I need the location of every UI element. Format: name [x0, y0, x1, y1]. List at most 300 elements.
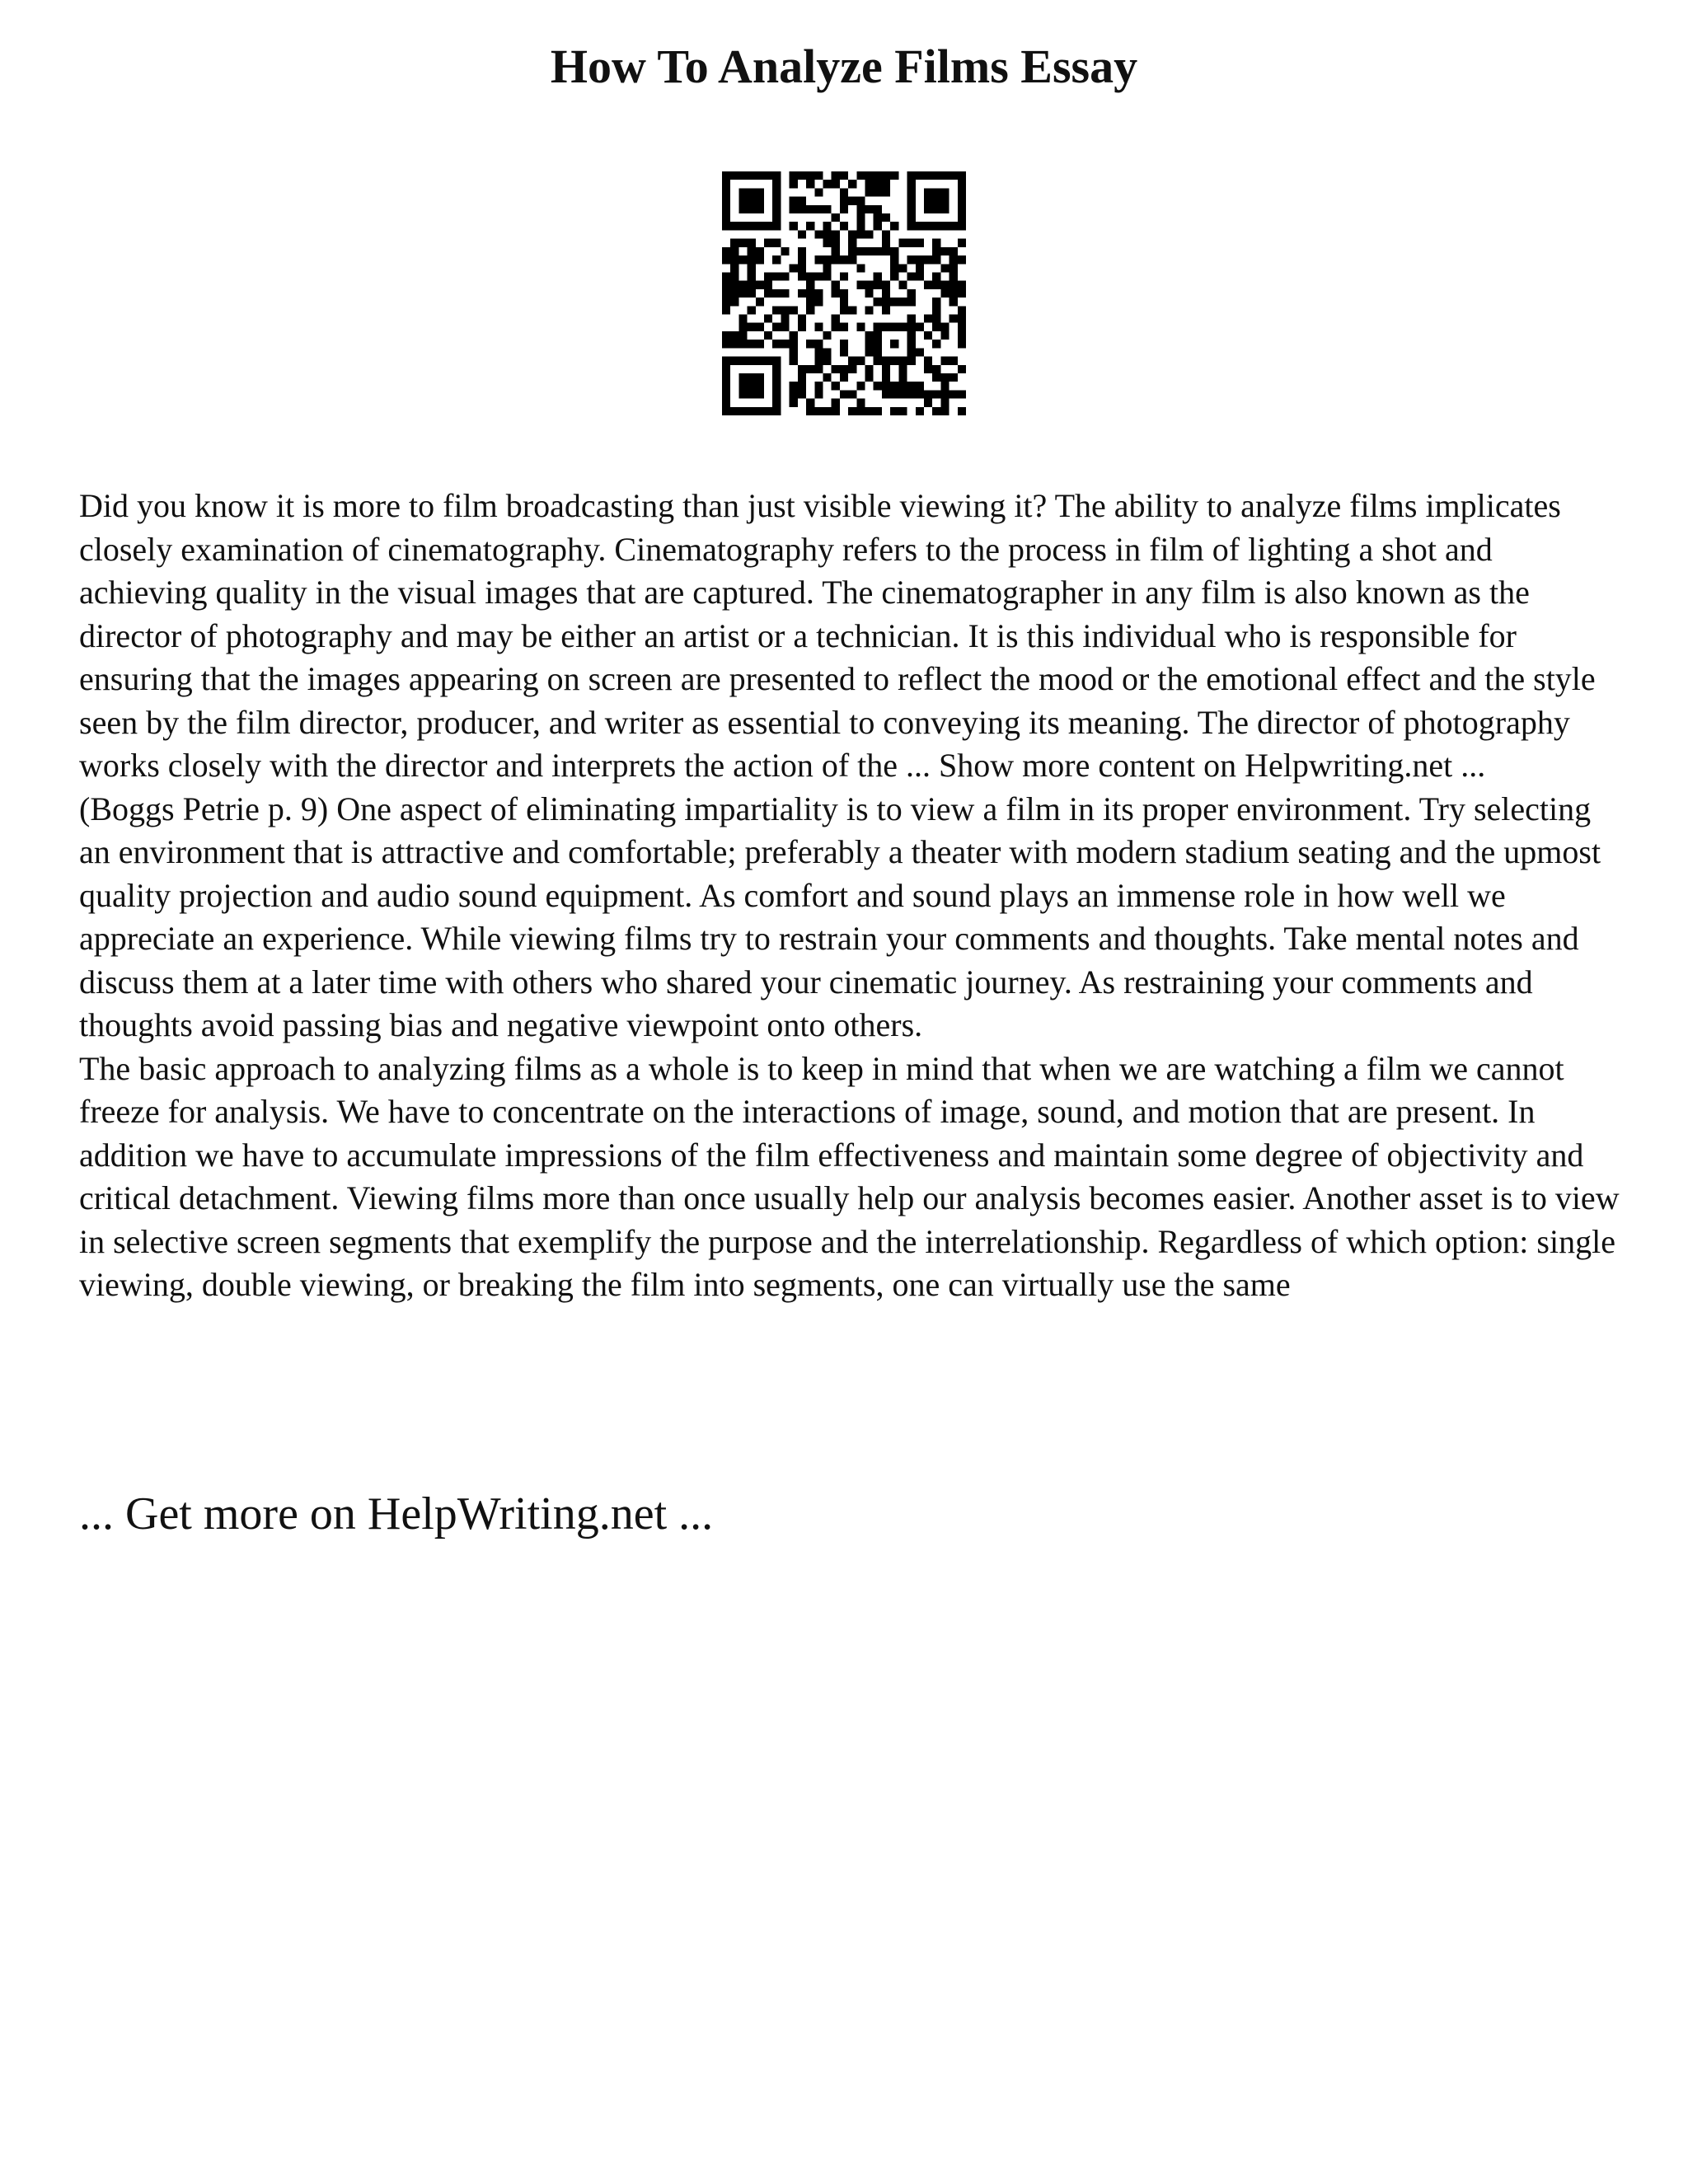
- qr-module: [756, 281, 764, 289]
- qr-module: [890, 264, 898, 272]
- qr-module: [916, 407, 924, 415]
- qr-module: [772, 373, 781, 382]
- qr-module: [874, 281, 882, 289]
- qr-module: [932, 298, 940, 306]
- qr-module: [806, 340, 814, 348]
- qr-module: [756, 323, 764, 331]
- qr-module: [832, 171, 840, 180]
- qr-module: [790, 180, 798, 188]
- qr-module: [874, 323, 882, 331]
- qr-module: [907, 171, 916, 180]
- qr-module: [748, 357, 756, 365]
- essay-paragraph: Did you know it is more to film broadcasting than just visible viewing it? The ability to analyze films implicates closely examination of cinematography. Cinematography refers to the process in film of lighting a shot and achieving quality in the visual images that are captured. The cinematographer in any film is also known as the director of photography and may be either an artist or a technician. It is this individual who is responsible for ensuring that the images appearing on screen are presented to reflect the mood or the emotional effect and the style seen by the film director, producer, and writer as essential to conveying its meaning. The director of photography works closely with the director and interprets the action of the ... Show more content on Helpwriting.net ...: [79, 487, 1596, 784]
- qr-module: [814, 365, 823, 373]
- qr-module: [814, 272, 823, 280]
- qr-module: [790, 390, 798, 398]
- qr-module: [738, 407, 747, 415]
- qr-module: [940, 205, 949, 213]
- qr-module: [738, 197, 747, 205]
- qr-module: [874, 357, 882, 365]
- qr-module: [840, 205, 848, 213]
- qr-module: [814, 289, 823, 298]
- qr-module: [932, 272, 940, 280]
- qr-module: [840, 323, 848, 331]
- qr-module: [932, 205, 940, 213]
- qr-module: [865, 230, 874, 238]
- qr-module: [848, 180, 856, 188]
- qr-module: [882, 382, 890, 390]
- qr-module: [748, 205, 756, 213]
- qr-module: [924, 390, 932, 398]
- qr-module: [865, 281, 874, 289]
- qr-module: [932, 197, 940, 205]
- qr-module: [730, 222, 738, 230]
- qr-module: [958, 331, 966, 340]
- qr-module: [874, 340, 882, 348]
- qr-module: [916, 272, 924, 280]
- qr-module: [898, 239, 907, 247]
- qr-module: [924, 399, 932, 407]
- qr-module: [756, 340, 764, 348]
- qr-module: [840, 222, 848, 230]
- qr-module: [798, 255, 806, 264]
- qr-module: [865, 365, 874, 373]
- qr-module: [814, 188, 823, 196]
- qr-module: [772, 399, 781, 407]
- qr-module: [924, 315, 932, 323]
- qr-module: [790, 348, 798, 356]
- qr-module: [890, 247, 898, 255]
- qr-module: [848, 365, 856, 373]
- qr-module: [916, 382, 924, 390]
- qr-module: [748, 306, 756, 314]
- qr-module: [823, 230, 831, 238]
- qr-module: [940, 399, 949, 407]
- qr-module: [722, 180, 730, 188]
- qr-module: [790, 306, 798, 314]
- qr-module: [932, 323, 940, 331]
- qr-module: [738, 205, 747, 213]
- qr-module: [772, 180, 781, 188]
- qr-module: [748, 239, 756, 247]
- qr-module: [958, 197, 966, 205]
- qr-module: [738, 357, 747, 365]
- qr-module: [958, 306, 966, 314]
- qr-module: [865, 289, 874, 298]
- qr-module: [840, 348, 848, 356]
- qr-module: [907, 205, 916, 213]
- qr-module: [958, 407, 966, 415]
- qr-module: [840, 365, 848, 373]
- qr-module: [756, 373, 764, 382]
- qr-module: [898, 390, 907, 398]
- qr-module: [865, 188, 874, 196]
- qr-module: [823, 205, 831, 213]
- qr-module: [907, 357, 916, 365]
- qr-module: [722, 255, 730, 264]
- qr-module: [856, 247, 865, 255]
- qr-module: [848, 197, 856, 205]
- qr-module: [898, 365, 907, 373]
- qr-module: [832, 213, 840, 222]
- qr-module: [748, 272, 756, 280]
- qr-module: [924, 331, 932, 340]
- qr-module: [748, 289, 756, 298]
- qr-module: [832, 255, 840, 264]
- qr-module: [772, 306, 781, 314]
- qr-module: [874, 348, 882, 356]
- qr-module: [950, 222, 958, 230]
- qr-module: [772, 197, 781, 205]
- qr-module: [756, 197, 764, 205]
- qr-module: [738, 222, 747, 230]
- qr-module: [756, 222, 764, 230]
- qr-module: [932, 365, 940, 373]
- qr-module: [924, 365, 932, 373]
- qr-module: [738, 188, 747, 196]
- qr-module: [790, 340, 798, 348]
- qr-module: [882, 373, 890, 382]
- qr-module: [950, 171, 958, 180]
- qr-module: [722, 289, 730, 298]
- qr-module: [950, 281, 958, 289]
- qr-module: [756, 247, 764, 255]
- qr-module: [798, 373, 806, 382]
- qr-module: [882, 323, 890, 331]
- qr-module: [865, 373, 874, 382]
- qr-module: [924, 357, 932, 365]
- qr-module: [940, 188, 949, 196]
- qr-module: [772, 213, 781, 222]
- qr-module: [898, 264, 907, 272]
- qr-module: [865, 180, 874, 188]
- qr-module: [950, 390, 958, 398]
- qr-module: [814, 390, 823, 398]
- qr-module: [756, 357, 764, 365]
- qr-module: [932, 247, 940, 255]
- qr-module: [814, 340, 823, 348]
- qr-module: [738, 239, 747, 247]
- qr-module: [738, 340, 747, 348]
- qr-module: [798, 382, 806, 390]
- qr-module: [730, 264, 738, 272]
- qr-module: [748, 247, 756, 255]
- qr-module: [940, 357, 949, 365]
- qr-module: [798, 289, 806, 298]
- qr-module: [958, 205, 966, 213]
- qr-module: [950, 315, 958, 323]
- qr-module: [940, 382, 949, 390]
- qr-module: [848, 230, 856, 238]
- qr-module: [890, 340, 898, 348]
- qr-module: [950, 264, 958, 272]
- qr-module: [748, 340, 756, 348]
- qr-module: [958, 255, 966, 264]
- qr-module: [823, 180, 831, 188]
- qr-module: [882, 188, 890, 196]
- qr-module: [764, 239, 772, 247]
- qr-module: [940, 331, 949, 340]
- qr-module: [874, 272, 882, 280]
- qr-module: [940, 289, 949, 298]
- qr-module: [748, 281, 756, 289]
- qr-module: [756, 171, 764, 180]
- qr-module: [814, 205, 823, 213]
- qr-module: [772, 323, 781, 331]
- qr-module: [856, 222, 865, 230]
- qr-module: [890, 382, 898, 390]
- qr-module: [874, 298, 882, 306]
- qr-module: [790, 331, 798, 340]
- qr-module: [748, 323, 756, 331]
- qr-module: [832, 247, 840, 255]
- qr-module: [958, 213, 966, 222]
- qr-module: [950, 373, 958, 382]
- qr-module: [916, 348, 924, 356]
- qr-module: [806, 281, 814, 289]
- qr-module: [722, 399, 730, 407]
- qr-module: [890, 357, 898, 365]
- qr-module: [856, 281, 865, 289]
- qr-module: [832, 407, 840, 415]
- qr-module: [722, 331, 730, 340]
- qr-module: [907, 222, 916, 230]
- qr-module: [940, 222, 949, 230]
- qr-module: [916, 390, 924, 398]
- qr-module: [932, 407, 940, 415]
- qr-module: [890, 390, 898, 398]
- qr-module: [738, 281, 747, 289]
- qr-module: [856, 382, 865, 390]
- essay-body: [79, 485, 1620, 1307]
- qr-module: [840, 289, 848, 298]
- qr-module: [748, 382, 756, 390]
- qr-module: [781, 289, 789, 298]
- qr-module: [730, 247, 738, 255]
- qr-module: [940, 264, 949, 272]
- qr-module: [865, 171, 874, 180]
- qr-module: [848, 357, 856, 365]
- qr-module: [874, 213, 882, 222]
- qr-module: [806, 289, 814, 298]
- qr-module: [730, 272, 738, 280]
- qr-module: [814, 407, 823, 415]
- qr-module: [832, 399, 840, 407]
- qr-module: [730, 357, 738, 365]
- qr-module: [790, 264, 798, 272]
- qr-module: [924, 197, 932, 205]
- qr-module: [730, 171, 738, 180]
- qr-module: [890, 171, 898, 180]
- qr-module: [950, 255, 958, 264]
- qr-module: [781, 247, 789, 255]
- qr-module: [882, 213, 890, 222]
- qr-module: [814, 171, 823, 180]
- qr-module: [823, 373, 831, 382]
- qr-module: [722, 281, 730, 289]
- qr-module: [932, 281, 940, 289]
- qr-module: [865, 348, 874, 356]
- qr-module: [832, 230, 840, 238]
- qr-module: [806, 272, 814, 280]
- qr-module: [738, 382, 747, 390]
- qr-module: [798, 390, 806, 398]
- qr-module: [882, 365, 890, 373]
- qr-module: [748, 390, 756, 398]
- qr-module: [882, 390, 890, 398]
- qr-module: [898, 373, 907, 382]
- qr-module: [756, 407, 764, 415]
- qr-module: [898, 323, 907, 331]
- qr-module: [748, 222, 756, 230]
- qr-module: [840, 340, 848, 348]
- qr-module: [722, 390, 730, 398]
- qr-module: [781, 272, 789, 280]
- qr-module: [748, 197, 756, 205]
- qr-module: [907, 239, 916, 247]
- qr-module: [738, 171, 747, 180]
- qr-module: [814, 255, 823, 264]
- qr-module: [856, 264, 865, 272]
- qr-module: [730, 239, 738, 247]
- qr-module: [823, 407, 831, 415]
- qr-module: [874, 407, 882, 415]
- qr-module: [832, 180, 840, 188]
- qr-module: [772, 365, 781, 373]
- qr-module: [874, 188, 882, 196]
- qr-module: [882, 289, 890, 298]
- qr-module: [832, 239, 840, 247]
- qr-module: [940, 281, 949, 289]
- qr-module: [756, 298, 764, 306]
- qr-module: [907, 289, 916, 298]
- qr-module: [932, 188, 940, 196]
- qr-module: [924, 171, 932, 180]
- qr-module: [958, 365, 966, 373]
- qr-module: [772, 390, 781, 398]
- qr-module: [748, 188, 756, 196]
- qr-module: [916, 255, 924, 264]
- qr-module: [772, 340, 781, 348]
- qr-module: [950, 272, 958, 280]
- qr-module: [932, 373, 940, 382]
- qr-module: [958, 281, 966, 289]
- qr-module: [907, 255, 916, 264]
- qr-module: [798, 365, 806, 373]
- qr-module: [856, 171, 865, 180]
- qr-module: [865, 340, 874, 348]
- qr-module: [722, 306, 730, 314]
- qr-module: [924, 205, 932, 213]
- qr-module: [898, 382, 907, 390]
- qr-module: [874, 205, 882, 213]
- qr-module: [958, 171, 966, 180]
- qr-module: [738, 323, 747, 331]
- qr-module: [823, 255, 831, 264]
- qr-module: [756, 188, 764, 196]
- qr-module: [823, 348, 831, 356]
- qr-module: [764, 171, 772, 180]
- qr-module: [798, 264, 806, 272]
- qr-module: [932, 390, 940, 398]
- qr-module: [806, 222, 814, 230]
- qr-module: [907, 340, 916, 348]
- qr-module: [823, 331, 831, 340]
- qr-module: [764, 315, 772, 323]
- qr-module: [890, 407, 898, 415]
- qr-module: [772, 407, 781, 415]
- get-more-link[interactable]: ... Get more on HelpWriting.net ...: [79, 1488, 714, 1540]
- qr-module: [798, 247, 806, 255]
- qr-module: [756, 390, 764, 398]
- qr-module: [856, 197, 865, 205]
- qr-module: [722, 188, 730, 196]
- qr-module: [764, 357, 772, 365]
- qr-module: [940, 171, 949, 180]
- qr-module: [907, 213, 916, 222]
- qr-module: [722, 365, 730, 373]
- qr-module: [823, 222, 831, 230]
- qr-module: [840, 255, 848, 264]
- qr-module: [798, 323, 806, 331]
- qr-module: [798, 230, 806, 238]
- qr-module: [730, 289, 738, 298]
- qr-module: [848, 255, 856, 264]
- qr-module: [798, 205, 806, 213]
- qr-module: [907, 180, 916, 188]
- qr-module: [856, 407, 865, 415]
- qr-module: [832, 315, 840, 323]
- qr-module: [840, 272, 848, 280]
- qr-module: [856, 357, 865, 365]
- qr-module: [798, 171, 806, 180]
- qr-module: [958, 239, 966, 247]
- qr-module: [940, 197, 949, 205]
- qr-module: [748, 264, 756, 272]
- qr-module: [890, 272, 898, 280]
- qr-module: [940, 323, 949, 331]
- qr-module: [874, 382, 882, 390]
- qr-module: [898, 407, 907, 415]
- qr-module: [924, 222, 932, 230]
- qr-module: [907, 348, 916, 356]
- qr-module: [756, 255, 764, 264]
- qr-module: [798, 197, 806, 205]
- qr-module: [890, 298, 898, 306]
- qr-module: [832, 281, 840, 289]
- qr-code-icon[interactable]: [722, 171, 966, 415]
- qr-module: [940, 373, 949, 382]
- qr-module: [764, 222, 772, 230]
- qr-module: [772, 382, 781, 390]
- qr-module: [882, 180, 890, 188]
- qr-module: [806, 399, 814, 407]
- qr-module: [722, 222, 730, 230]
- qr-module: [882, 357, 890, 365]
- qr-module: [772, 171, 781, 180]
- qr-module: [950, 357, 958, 365]
- qr-module: [840, 373, 848, 382]
- qr-module: [907, 315, 916, 323]
- qr-module: [916, 239, 924, 247]
- qr-module: [772, 239, 781, 247]
- qr-module: [865, 247, 874, 255]
- qr-module: [890, 323, 898, 331]
- qr-module: [907, 298, 916, 306]
- qr-module: [806, 298, 814, 306]
- qr-module: [722, 171, 730, 180]
- qr-module: [814, 382, 823, 390]
